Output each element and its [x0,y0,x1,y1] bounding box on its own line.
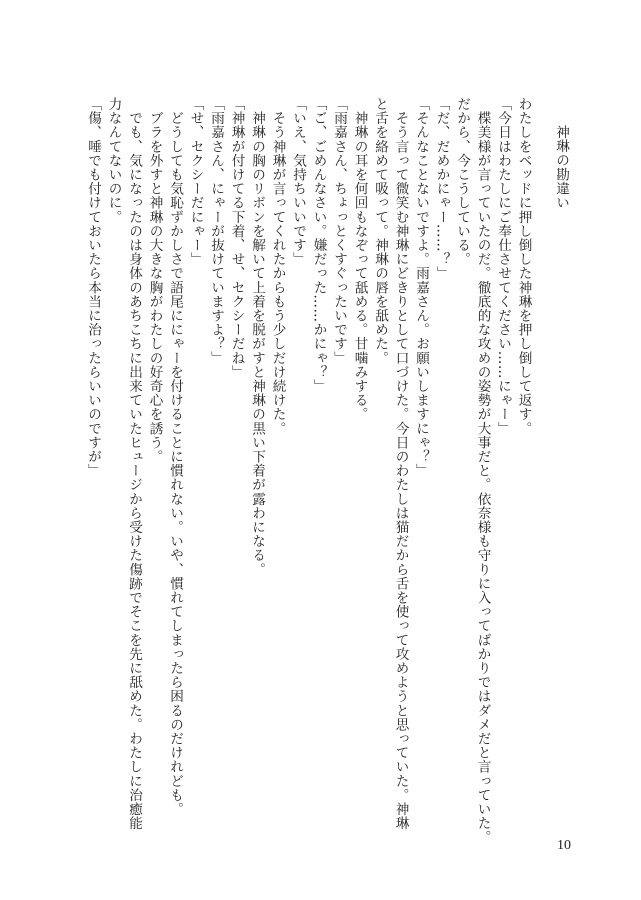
text-line: 「雨嘉さん、にゃーが抜けていますよ？」 [208,97,224,365]
text-line: 「だ、だめかにゃー……？」 [433,97,450,281]
text-line: わたしをベッドに押し倒した神琳を押し倒して返す。 [515,97,532,436]
text-line: そう神琳が言ってくれたからもう少しだけ続けた。 [269,97,286,436]
text-line: 「傷、唾でも付けておいたら本当に治ったらいいのですが」 [85,97,101,478]
page-number: 10 [557,838,571,853]
text-line: でも、気になったのは身体のあちこちに出来ていたヒュージから受けた傷跡でそこを先に舐めた。わたしに治癒能 [126,97,142,831]
text-line: どうしても気恥ずかしさで語尾ににゃーを付けることに慣れない。いや、慣れてしまったら困るのだけれども。 [167,97,183,817]
text-line: 「今日はわたしにご奉仕させてください……にゃー」 [495,97,511,436]
text-line: 「せ、セクシーだにゃー」 [187,97,204,267]
text-line: 「そんなことないですよ。雨嘉さん。お願いしますにゃ？」 [413,97,429,478]
text-line: 力なんてないのに。 [105,97,122,224]
vertical-text-body [83,97,572,845]
text-line: 神琳の胸のリボンを解いて上着を脱がすと神琳の黒い下着が露わになる。 [249,97,265,577]
text-line: ブラを外すと神琳の大きな胸がわたしの好奇心を誘う。 [146,97,163,464]
text-line: と舌を絡めて吸って。神琳の唇を舐めた。 [372,97,388,365]
text-line: 「神琳が付けてる下着、せ、セクシーだね」 [228,97,245,379]
chapter-title: 神琳の勘違い [553,125,569,210]
text-line: 楪美様が言っていたのだ。徹底的な攻めの姿勢が大事だと。依奈様も守りに入ってばかりではダメだと言っていた。 [474,97,491,845]
text-line: 「いえ、気持ちいいです」 [290,97,306,267]
text-line: 「雨嘉さん、ちょっとくすぐったいです」 [331,97,347,365]
text-line: そう言って微笑む神琳にどきりとして口づけた。今日のわたしは猫だから舌を使って攻めようと思っていた。神琳 [392,97,409,831]
text-line: だから、今こうしている。 [454,97,470,267]
text-line: 神琳の耳を何回もなぞって舐める。甘噛みする。 [351,97,368,422]
text-line: 「ご、ごめんなさい。嫌だった……かにゃ？」 [310,97,327,394]
